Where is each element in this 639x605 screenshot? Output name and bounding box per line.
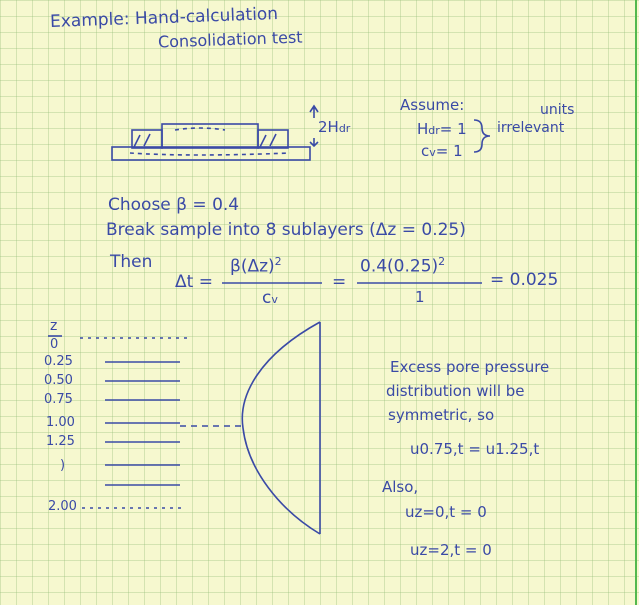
depth-label-2.00: 2.00 — [48, 499, 77, 514]
title-line-2: Consolidation test — [157, 27, 303, 52]
thickness-label: 2Hdr — [318, 118, 351, 136]
assume-heading: Assume: — [400, 96, 465, 114]
depth-label-mark: ) — [60, 458, 66, 473]
depth-label-0.25: 0.25 — [44, 354, 73, 369]
sublayer-lines — [105, 362, 180, 485]
depth-label-0.50: 0.50 — [44, 373, 73, 388]
depth-label-0: 0 — [50, 337, 59, 352]
z-axis-label: z — [50, 318, 58, 334]
then-label: Then — [110, 252, 153, 272]
boundary-condition-top: uz=0,t = 0 — [405, 503, 487, 521]
consolidation-sample-sketch — [112, 106, 318, 160]
irrelevant-label: irrelevant — [497, 120, 565, 136]
brace — [474, 120, 490, 152]
title-line-1: Example: Hand-calculation — [49, 4, 279, 32]
depth-label-0.75: 0.75 — [44, 392, 73, 407]
assume-hdr: Hdr= 1 — [417, 120, 467, 138]
fraction-1-numerator: $\beta(\Delta z)^2$ — [230, 255, 282, 277]
boundary-condition-bottom: uz=2,t = 0 — [410, 541, 492, 559]
depth-label-1.00: 1.00 — [46, 415, 75, 430]
symmetry-equation: u0.75,t = u1.25,t — [410, 440, 540, 458]
note-line-2: distribution will be — [386, 382, 525, 400]
fraction-1-denominator: cv — [262, 288, 278, 308]
assume-cv: cv= 1 — [421, 142, 463, 160]
sublayers-line: Break sample into 8 sublayers (Δz = 0.25) — [106, 220, 466, 240]
note-line-3: symmetric, so — [388, 406, 495, 424]
pore-pressure-isochrone — [242, 322, 320, 534]
units-label: units — [540, 102, 575, 118]
delta-t-result: = 0.025 — [490, 270, 559, 290]
choose-beta-line: Choose β = 0.4 — [108, 195, 240, 215]
note-line-1: Excess pore pressure — [390, 358, 550, 376]
equals-sign: = — [332, 272, 347, 292]
fraction-2-numerator: $0.4(0.25)^2$ — [360, 255, 446, 277]
also-label: Also, — [382, 478, 419, 496]
fraction-2-denominator: 1 — [415, 288, 425, 306]
delta-t-lhs: Δt = — [175, 272, 213, 292]
depth-label-1.25: 1.25 — [46, 434, 75, 449]
